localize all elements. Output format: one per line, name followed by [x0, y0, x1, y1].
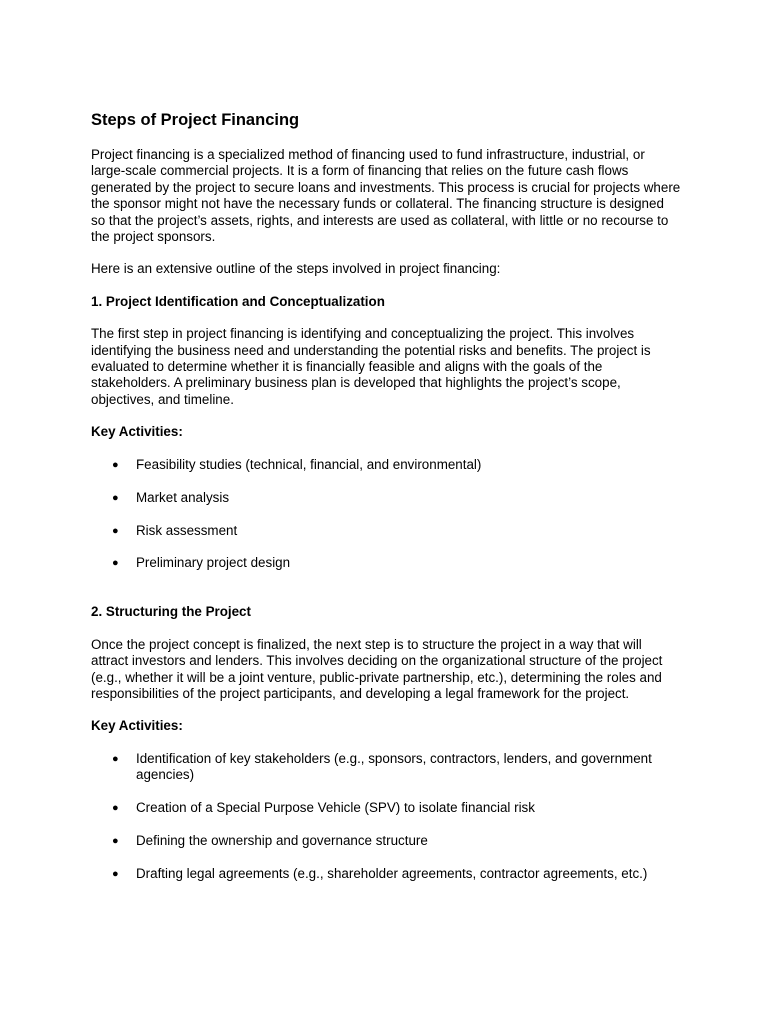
- bullet-icon: ●: [112, 752, 119, 765]
- key-activities-label: Key Activities:: [91, 424, 183, 440]
- section-1: [91, 294, 681, 604]
- list-item-text: Defining the ownership and governance structure: [136, 832, 428, 848]
- bullet-icon: ●: [112, 491, 119, 504]
- section-spacer: [91, 588, 681, 604]
- bullet-icon: ●: [112, 802, 119, 815]
- list-item-text: Market analysis: [136, 489, 230, 505]
- list-item-text: Feasibility studies (technical, financial, and environmental): [136, 456, 482, 472]
- list-item: [91, 751, 681, 784]
- list-item: [91, 833, 681, 849]
- list-item-text: Risk assessment: [136, 522, 238, 538]
- key-activities-label: Key Activities:: [91, 718, 183, 734]
- bullet-icon: ●: [112, 834, 119, 847]
- section-heading: 1. Project Identification and Conceptualization: [91, 293, 385, 309]
- list-item: [91, 800, 681, 816]
- activities-list: [91, 457, 681, 572]
- list-item-text: Preliminary project design: [136, 555, 291, 571]
- document-page: [91, 110, 681, 899]
- intro-paragraph: Project financing is a specialized method of financing used to fund infrastructure, industrial, or large-scale commercial projects. It is a form of financing that relies on the future cash flows generated by the project to secure loans and investments. This process is crucial for projects where the sponsor might not have the necessary funds or collateral. The financing structure is designed so that the project’s assets, rights, and interests are used as collateral, with little or no recourse to the project sponsors.: [91, 147, 681, 245]
- list-item: [91, 490, 681, 506]
- list-item: [91, 866, 681, 882]
- bullet-icon: ●: [112, 867, 119, 880]
- bullet-icon: ●: [112, 557, 119, 570]
- list-item: [91, 555, 681, 571]
- list-item-text: Creation of a Special Purpose Vehicle (SPV) to isolate financial risk: [136, 800, 535, 816]
- bullet-icon: ●: [112, 524, 119, 537]
- outline-lead-paragraph: Here is an extensive outline of the steps involved in project financing:: [91, 261, 501, 277]
- section-2: [91, 604, 681, 882]
- section-heading: 2. Structuring the Project: [91, 604, 251, 620]
- list-item-text: Drafting legal agreements (e.g., shareholder agreements, contractor agreements, etc.): [136, 865, 648, 881]
- activities-list: [91, 751, 681, 883]
- bullet-icon: ●: [112, 458, 119, 471]
- document-title: Steps of Project Financing: [91, 111, 300, 129]
- section-body: The first step in project financing is identifying and conceptualizing the project. This involves identifying the business need and understanding the potential risks and benefits. The project is evaluated to determine whether it is financially feasible and aligns with the goals of the stakeholders. A preliminary business plan is developed that highlights the project’s scope, objectives, and timeline.: [91, 326, 651, 407]
- list-item: [91, 457, 681, 473]
- list-item: [91, 523, 681, 539]
- section-body: Once the project concept is finalized, the next step is to structure the project in a way that will attract investors and lenders. This involves deciding on the organizational structure of the project (e.g., whether it will be a joint venture, public-private partnership, etc.), determining the roles and responsibilities of the project participants, and developing a legal framework for the project.: [91, 636, 663, 701]
- list-item-text: Identification of key stakeholders (e.g., sponsors, contractors, lenders, and government agencies): [136, 750, 652, 783]
